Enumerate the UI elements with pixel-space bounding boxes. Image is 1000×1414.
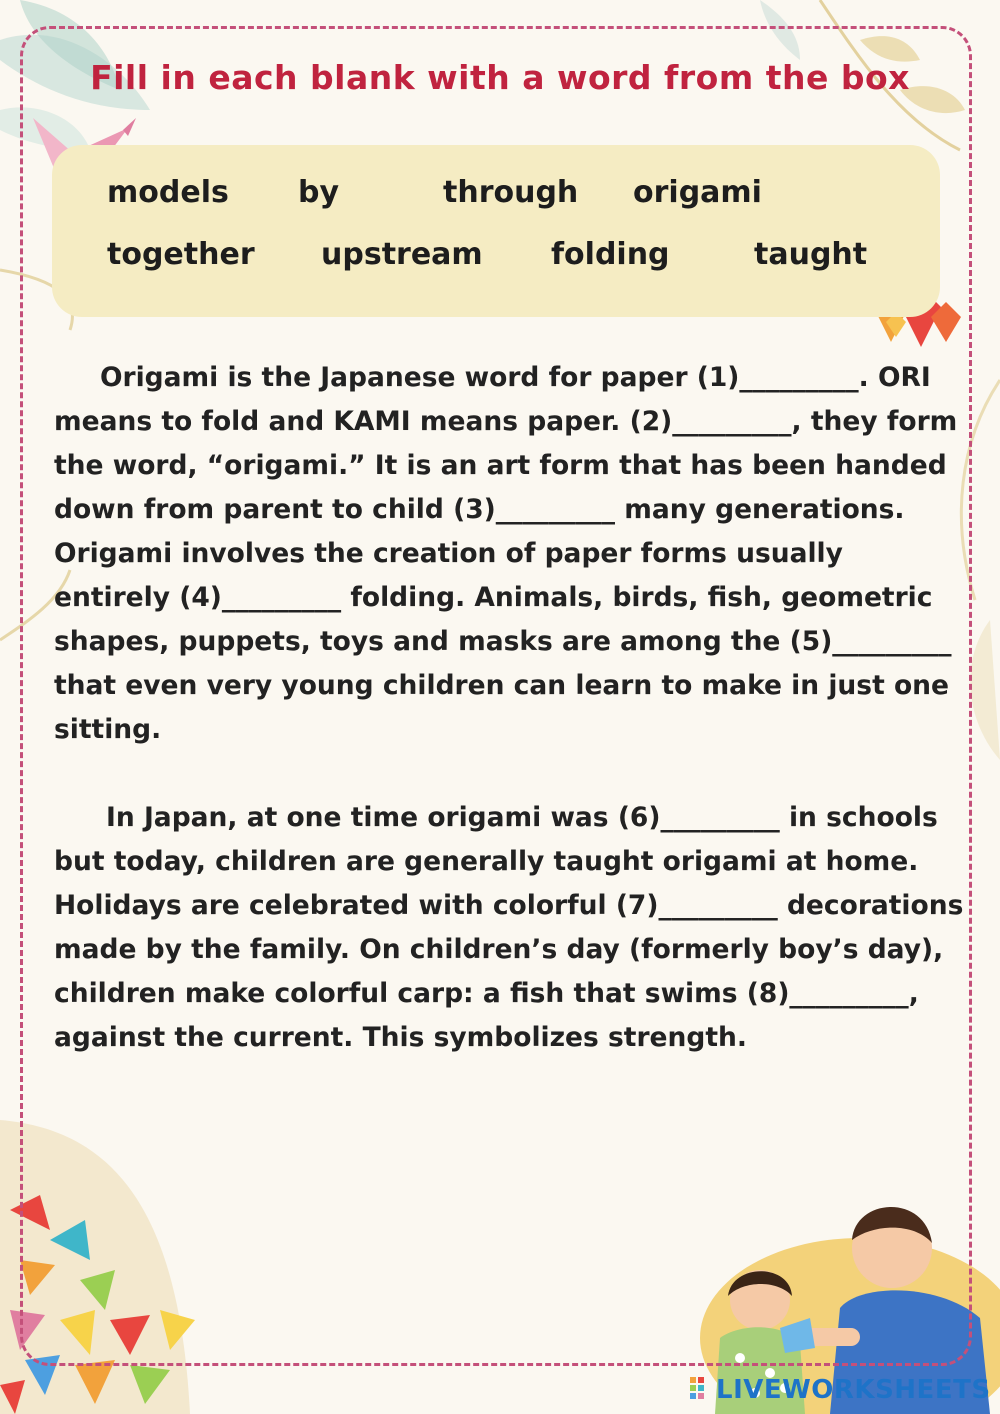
page-title: Fill in each blank with a word from the box [90,58,910,97]
paragraph-text: many generations. Origami involves the creation of paper forms usually entirely [54,494,905,613]
paragraph-text: , they form the word, “origami.” It is an art form that has been handed down from parent to child [54,406,958,525]
word-by: by [298,175,340,210]
word-box [52,145,940,317]
word-models: models [107,175,229,210]
paragraph-text: Origami is the Japanese word for paper [100,362,697,393]
word-through: through [443,175,579,210]
blank-5[interactable]: (5)_________ [789,626,952,657]
paragraph-1 [54,356,966,752]
paragraph-2 [54,796,966,1060]
blank-4[interactable]: (4)_________ [179,582,342,613]
word-folding: folding [551,237,670,272]
paragraph-text: folding. Animals, birds, fish, geometric shapes, puppets, toys and masks are among the [54,582,933,657]
word-together: together [107,237,255,272]
blank-3[interactable]: (3)_________ [453,494,616,525]
blank-1[interactable]: (1)_________ [696,362,859,393]
blank-6[interactable]: (6)_________ [617,802,780,833]
logo-text: LIVEWORKSHEETS [716,1375,991,1405]
paragraph-text: decorations made by the family. On children’s day (formerly boy’s day), children make colorful carp: a fish that swims [54,890,964,1009]
word-origami: origami [633,175,762,210]
blank-2[interactable]: (2)_________ [629,406,792,437]
word-upstream: upstream [321,237,483,272]
paragraph-text: In Japan, at one time origami was [106,802,618,833]
paragraph-text: . ORI means to fold and KAMI means paper. [54,362,931,437]
blank-7[interactable]: (7)_________ [615,890,778,921]
word-taught: taught [754,237,868,272]
blank-8[interactable]: (8)_________ [746,978,909,1009]
liveworksheets-mark-icon [690,1377,712,1403]
liveworksheets-logo[interactable] [690,1372,991,1408]
paragraph-text: , against the current. This symbolizes strength. [54,978,919,1053]
paragraph-text: that even very young children can learn to make in just one sitting. [54,670,950,745]
paragraph-text: in schools but today, children are generally taught origami at home. Holidays are celebrated with colorful [54,802,938,921]
